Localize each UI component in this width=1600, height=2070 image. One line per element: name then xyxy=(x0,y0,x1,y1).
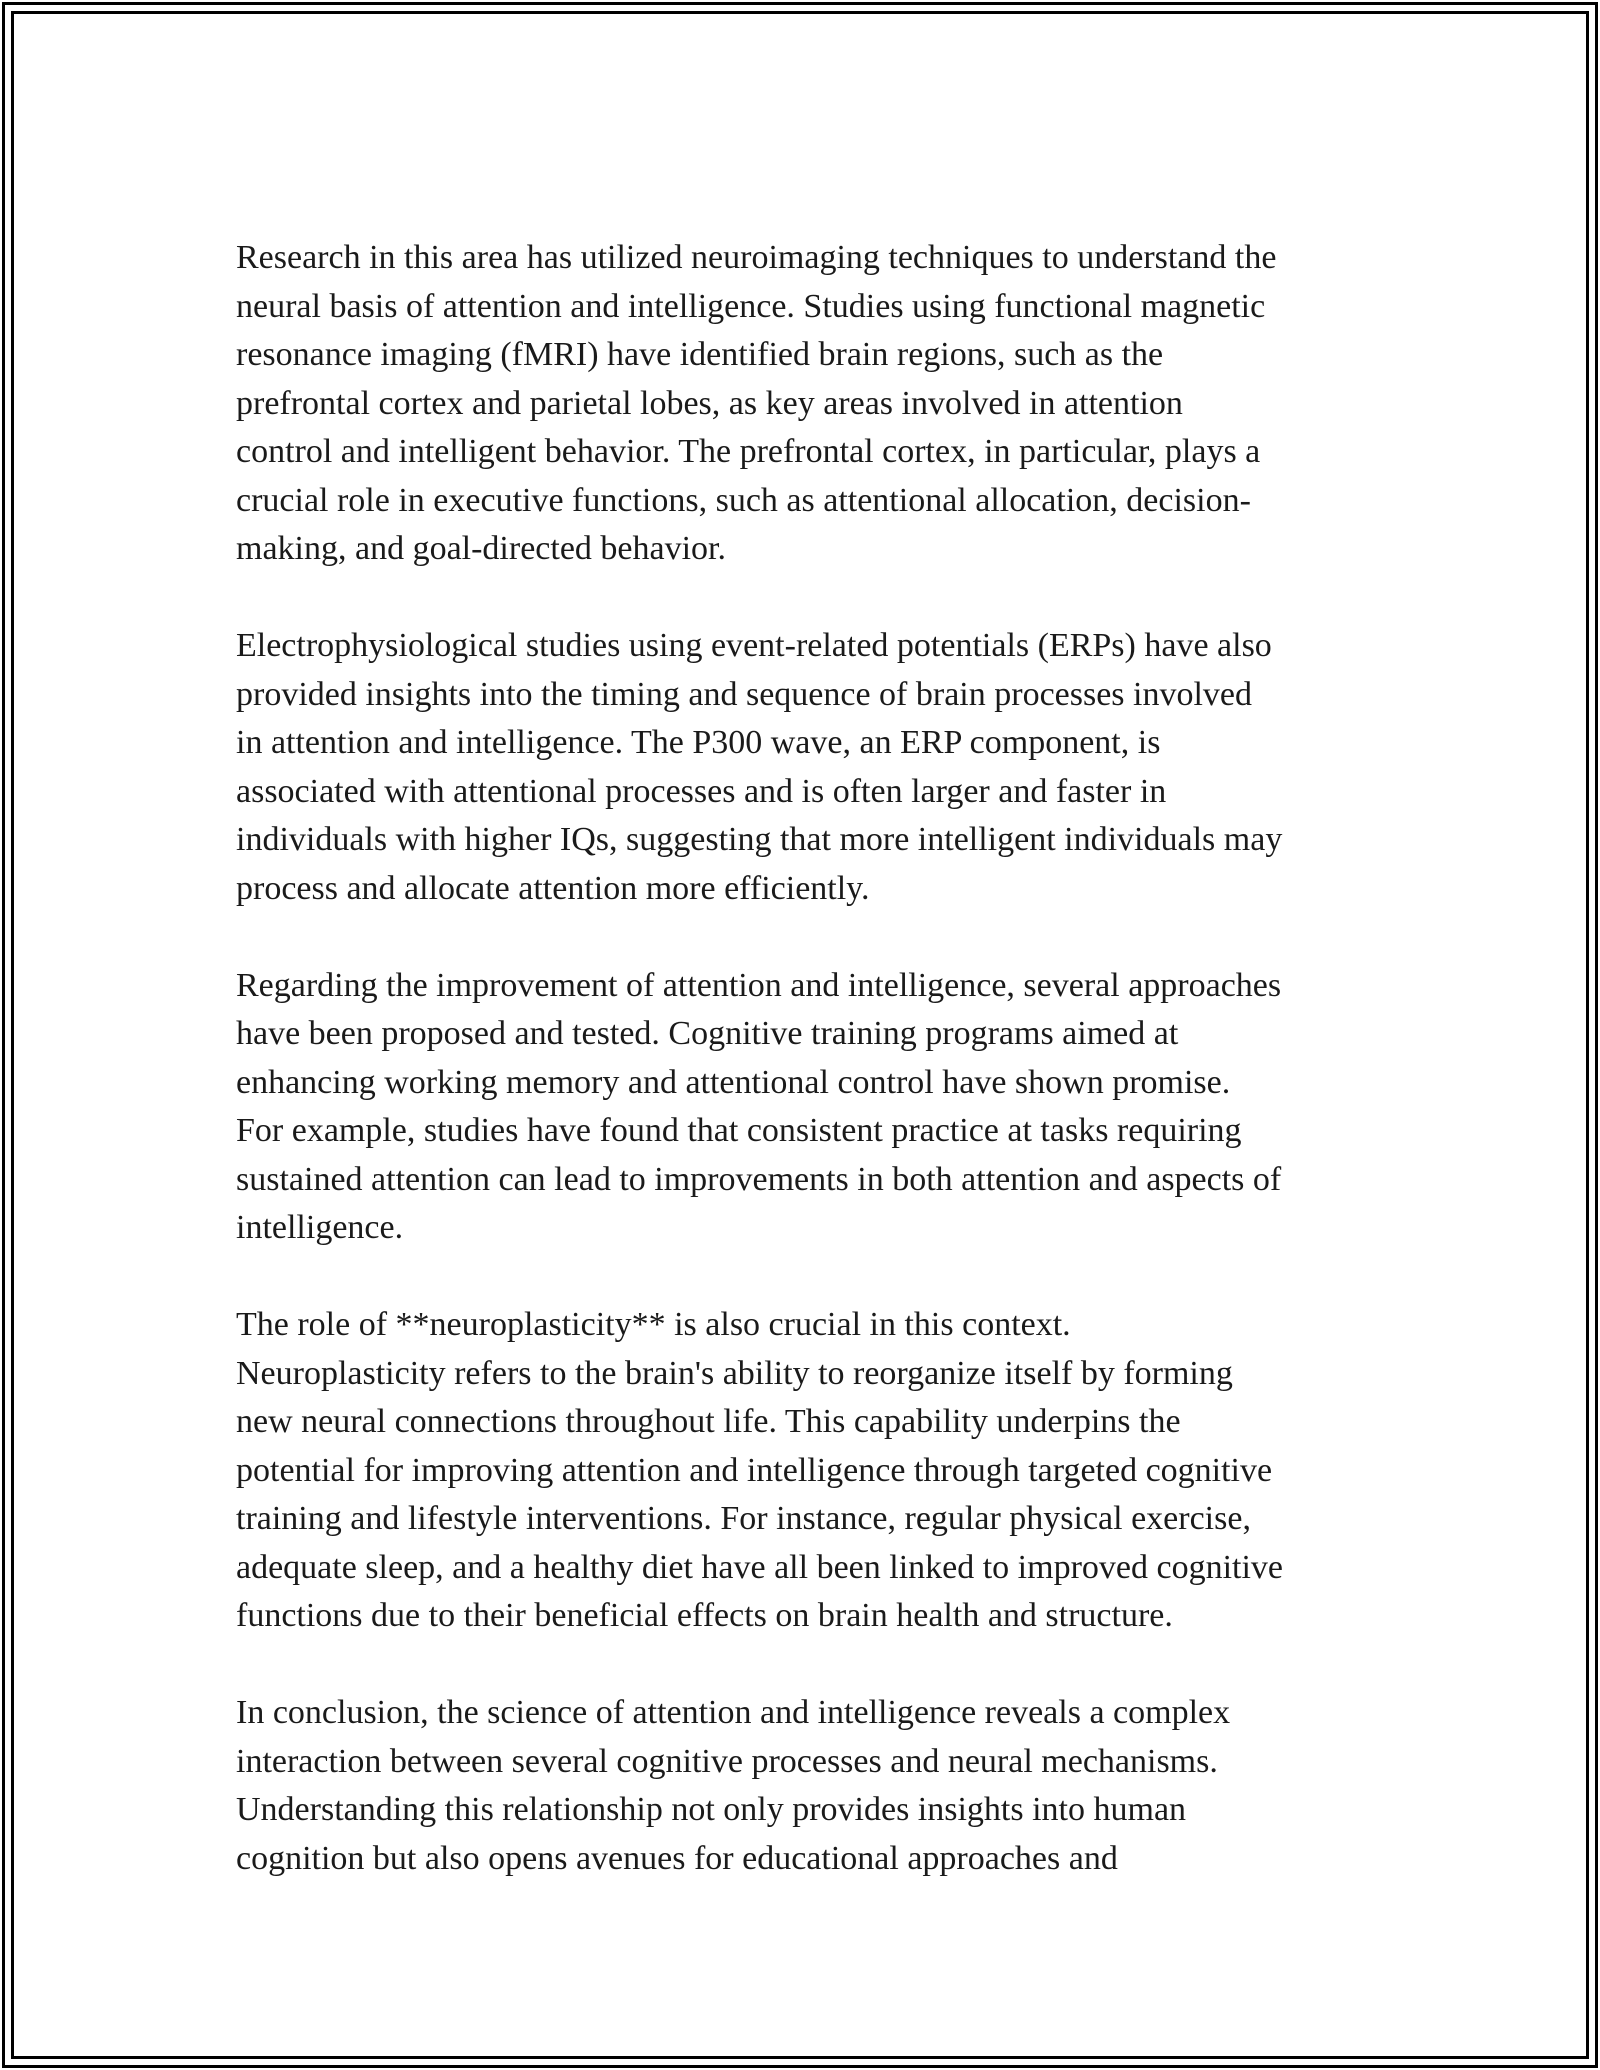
paragraph-neuroimaging: Research in this area has utilized neuroimaging techniques to understand the neural basis of attention and intelligence. Studies using functional magnetic resonance imaging (fMRI) have identified brain regions, such as the prefrontal cortex and parietal lobes, as key areas involved in attention control and intelligent behavior. The prefrontal cortex, in particular, plays a crucial role in executive functions, such as attentional allocation, decision- making, and goal-directed behavior. xyxy=(236,239,1277,567)
paragraph-conclusion: In conclusion, the science of attention and intelligence reveals a complex interaction between several cognitive processes and neural mechanisms. Understanding this relationship not only provides insights into human cognition but also opens avenues for educational approaches and xyxy=(236,1694,1231,1877)
document-body xyxy=(236,234,1386,1932)
paragraph-neuroplasticity: The role of **neuroplasticity** is also crucial in this context. Neuroplasticity refers to the brain's ability to reorganize itself by forming new neural connections throughout life. This capability underpins the potential for improving attention and intelligence through targeted cognitive training and lifestyle interventions. For instance, regular physical exercise, adequate sleep, and a healthy diet have all been linked to improved cognitive functions due to their beneficial effects on brain health and structure. xyxy=(236,1306,1284,1634)
paragraph-improvement: Regarding the improvement of attention and intelligence, several approaches have been proposed and tested. Cognitive training programs aimed at enhancing working memory and attentional control have shown promise. For example, studies have found that consistent practice at tasks requiring sustained attention can lead to improvements in both attention and aspects of intelligence. xyxy=(236,966,1282,1246)
paragraph-electrophysiology: Electrophysiological studies using event-related potentials (ERPs) have also provided insights into the timing and sequence of brain processes involved in attention and intelligence. The P300 wave, an ERP component, is associated with attentional processes and is often larger and faster in individuals with higher IQs, suggesting that more intelligent individuals may process and allocate attention more efficiently. xyxy=(236,627,1283,907)
